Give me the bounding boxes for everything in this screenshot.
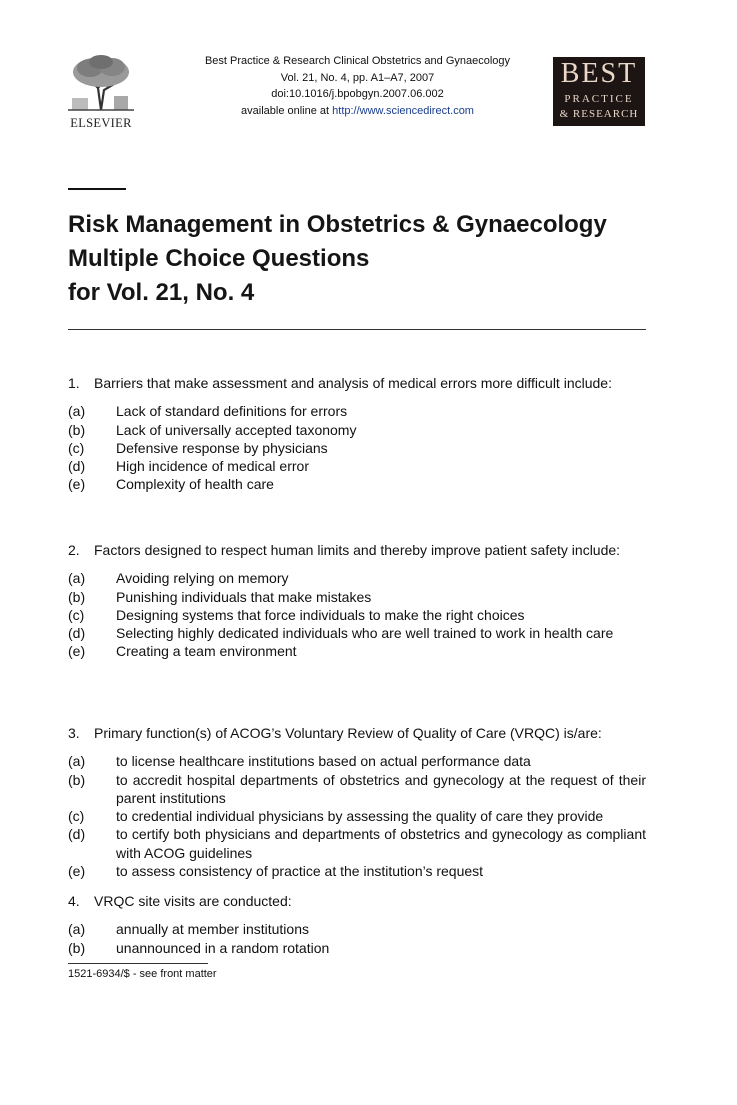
option-letter: (a) — [68, 403, 86, 420]
title-line3: for Vol. 21, No. 4 — [68, 279, 255, 306]
question-number: 3. — [68, 725, 80, 741]
availability-prefix: available online at — [241, 104, 333, 117]
title-rule-long — [68, 329, 646, 330]
option-text: Punishing individuals that make mistakes — [116, 588, 372, 605]
question-2 — [68, 541, 646, 661]
option-letter: (d) — [68, 826, 86, 843]
option-text: to license healthcare institutions based on actual performance data — [116, 753, 531, 770]
option-item — [68, 606, 646, 624]
question-stem — [68, 724, 646, 742]
journal-metadata — [150, 53, 565, 119]
tree-icon — [68, 54, 134, 112]
option-text: Lack of standard definitions for errors — [116, 403, 348, 420]
option-item — [68, 642, 646, 660]
option-list — [68, 402, 646, 493]
title-line2: Multiple Choice Questions — [68, 245, 370, 272]
option-letter: (b) — [68, 939, 86, 956]
option-text: Avoiding relying on memory — [116, 570, 289, 587]
option-letter: (e) — [68, 476, 86, 493]
option-item — [68, 752, 646, 770]
question-4 — [68, 892, 646, 957]
option-list — [68, 920, 646, 957]
option-letter: (c) — [68, 808, 85, 825]
option-item — [68, 825, 646, 862]
option-item — [68, 939, 646, 957]
option-text: unannounced in a random rotation — [116, 939, 330, 956]
option-text: annually at member institutions — [116, 921, 309, 938]
option-text: Selecting highly dedicated individuals who are well trained to work in health care — [116, 625, 614, 642]
option-text: Complexity of health care — [116, 476, 274, 493]
option-letter: (a) — [68, 570, 86, 587]
question-text: Primary function(s) of ACOG’s Voluntary Review of Quality of Care (VRQC) is/are: — [94, 725, 602, 741]
option-letter: (d) — [68, 625, 86, 642]
option-item — [68, 588, 646, 606]
sciencedirect-link[interactable]: http://www.sciencedirect.com — [332, 104, 474, 117]
question-stem — [68, 541, 646, 559]
option-letter: (b) — [68, 588, 86, 605]
footer-rule — [68, 963, 208, 964]
question-number: 1. — [68, 375, 80, 391]
option-text: to accredit hospital departments of obstetrics and gynecology at the request of their parent institutions — [116, 771, 646, 806]
option-list — [68, 752, 646, 880]
series-badge — [553, 57, 645, 126]
option-letter: (e) — [68, 643, 86, 660]
elsevier-logo — [66, 54, 136, 130]
question-1 — [68, 374, 646, 494]
option-letter: (b) — [68, 771, 86, 788]
question-stem — [68, 374, 646, 392]
option-item — [68, 807, 646, 825]
option-text: to certify both physicians and departments of obstetrics and gynecology as compliant with ACOG guidelines — [116, 826, 646, 861]
journal-name: Best Practice & Research Clinical Obstetrics and Gynaecology — [204, 55, 511, 67]
question-stem — [68, 892, 646, 910]
option-text: to assess consistency of practice at the institution’s request — [116, 863, 484, 880]
article-title — [68, 208, 668, 310]
question-number: 4. — [68, 893, 80, 909]
issn-note: 1521-6934/$ - see front matter — [68, 968, 217, 980]
question-text: VRQC site visits are conducted: — [94, 893, 292, 909]
option-item — [68, 771, 646, 808]
option-letter: (b) — [68, 421, 86, 438]
option-text: Designing systems that force individuals to make the right choices — [116, 606, 525, 623]
option-text: to credential individual physicians by assessing the quality of care they provide — [116, 808, 604, 825]
option-list — [68, 569, 646, 660]
option-item — [68, 421, 646, 439]
option-letter: (e) — [68, 863, 86, 880]
question-text: Barriers that make assessment and analysis of medical errors more difficult include: — [94, 375, 612, 391]
title-rule-short — [68, 188, 126, 190]
option-item — [68, 862, 646, 880]
option-item — [68, 457, 646, 475]
title-line1: Risk Management in Obstetrics & Gynaecology — [68, 211, 607, 238]
option-item — [68, 439, 646, 457]
availability-line — [150, 103, 565, 120]
doi: doi:10.1016/j.bpobgyn.2007.06.002 — [271, 88, 444, 100]
badge-line1: BEST — [560, 58, 638, 89]
option-item — [68, 624, 646, 642]
question-3 — [68, 724, 646, 880]
option-item — [68, 569, 646, 587]
option-text: High incidence of medical error — [116, 458, 309, 475]
option-text: Lack of universally accepted taxonomy — [116, 421, 357, 438]
option-item — [68, 475, 646, 493]
badge-line2: PRACTICE — [564, 93, 634, 105]
option-text: Creating a team environment — [116, 643, 297, 660]
badge-line3: & RESEARCH — [559, 108, 639, 120]
option-text: Defensive response by physicians — [116, 439, 328, 456]
option-letter: (a) — [68, 921, 86, 938]
option-letter: (d) — [68, 458, 86, 475]
option-item — [68, 402, 646, 420]
question-number: 2. — [68, 542, 80, 558]
option-letter: (c) — [68, 606, 85, 623]
volume-info: Vol. 21, No. 4, pp. A1–A7, 2007 — [280, 71, 435, 84]
option-letter: (c) — [68, 439, 85, 456]
publisher-name: ELSEVIER — [70, 116, 132, 130]
option-letter: (a) — [68, 753, 86, 770]
question-text: Factors designed to respect human limits and thereby improve patient safety include: — [94, 542, 621, 558]
option-item — [68, 920, 646, 938]
